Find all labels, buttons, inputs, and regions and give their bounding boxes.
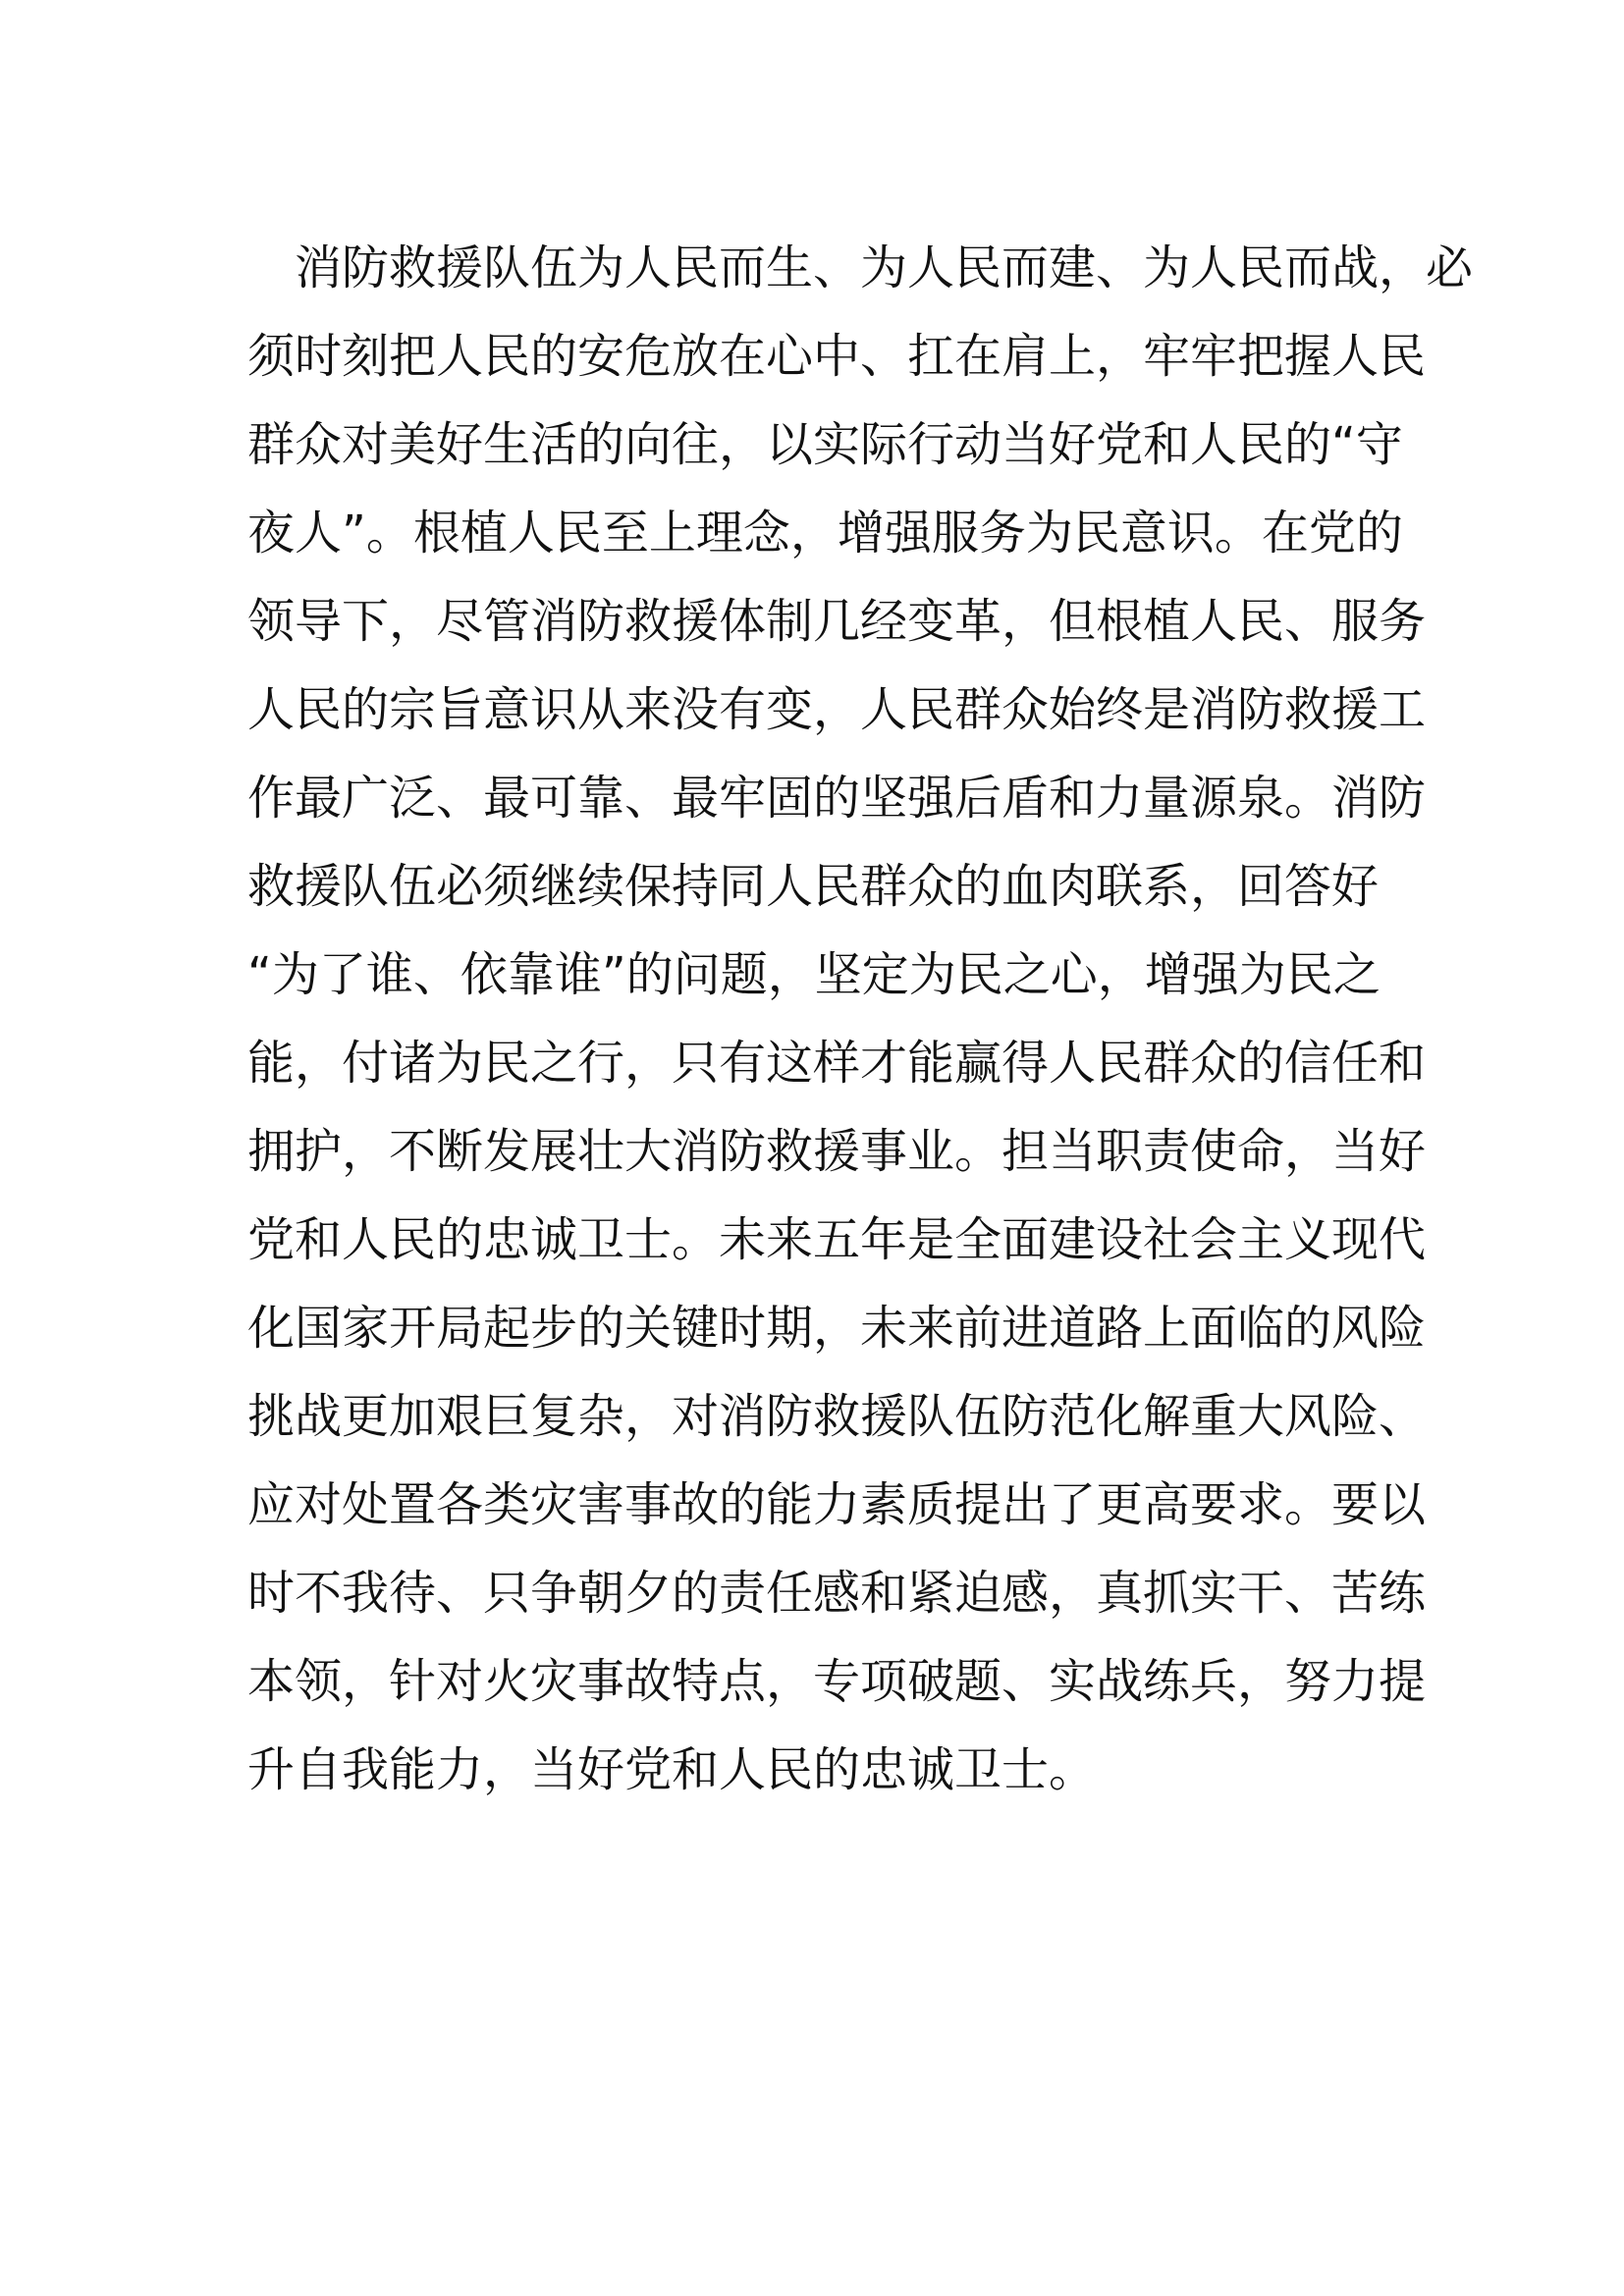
text-line: 救援队伍必须继续保持同人民群众的血肉联系，回答好: [247, 859, 1380, 914]
text-line: 群众对美好生活的向往，以实际行动当好党和人民的“守: [247, 417, 1403, 472]
text-line: 须时刻把人民的安危放在心中、扛在肩上，牢牢把握人民: [247, 329, 1427, 384]
text-line: 能，付诸为民之行，只有这样才能赢得人民群众的信任和: [247, 1036, 1427, 1091]
text-line: 党和人民的忠诚卫士。未来五年是全面建设社会主义现代: [247, 1212, 1427, 1267]
text-line: 时不我待、只争朝夕的责任感和紧迫感，真抓实干、苦练: [247, 1566, 1427, 1621]
text-line: 本领，针对火灾事故特点，专项破题、实战练兵，努力提: [247, 1654, 1427, 1709]
text-line: 作最广泛、最可靠、最牢固的坚强后盾和力量源泉。消防: [247, 771, 1427, 826]
text-line: 化国家开局起步的关键时期，未来前进道路上面临的风险: [247, 1301, 1427, 1356]
text-line: 领导下，尽管消防救援体制几经变革，但根植人民、服务: [247, 594, 1427, 649]
text-line: 升自我能力，当好党和人民的忠诚卫士。: [247, 1742, 1097, 1797]
text-line: 拥护，不断发展壮大消防救援事业。担当职责使命，当好: [247, 1124, 1427, 1179]
text-line: 挑战更加艰巨复杂，对消防救援队伍防范化解重大风险、: [247, 1389, 1427, 1444]
text-line: 人民的宗旨意识从来没有变，人民群众始终是消防救援工: [247, 682, 1427, 737]
text-line: 夜人”。根植人民至上理念，增强服务为民意识。在党的: [247, 506, 1403, 561]
body-paragraph: [247, 224, 1474, 1814]
text-line: 应对处置各类灾害事故的能力素质提出了更高要求。要以: [247, 1477, 1427, 1532]
text-line: “为了谁、依靠谁”的问题，坚定为民之心，增强为民之: [247, 947, 1380, 1002]
text-line: 消防救援队伍为人民而生、为人民而建、为人民而战，必: [247, 240, 1474, 295]
